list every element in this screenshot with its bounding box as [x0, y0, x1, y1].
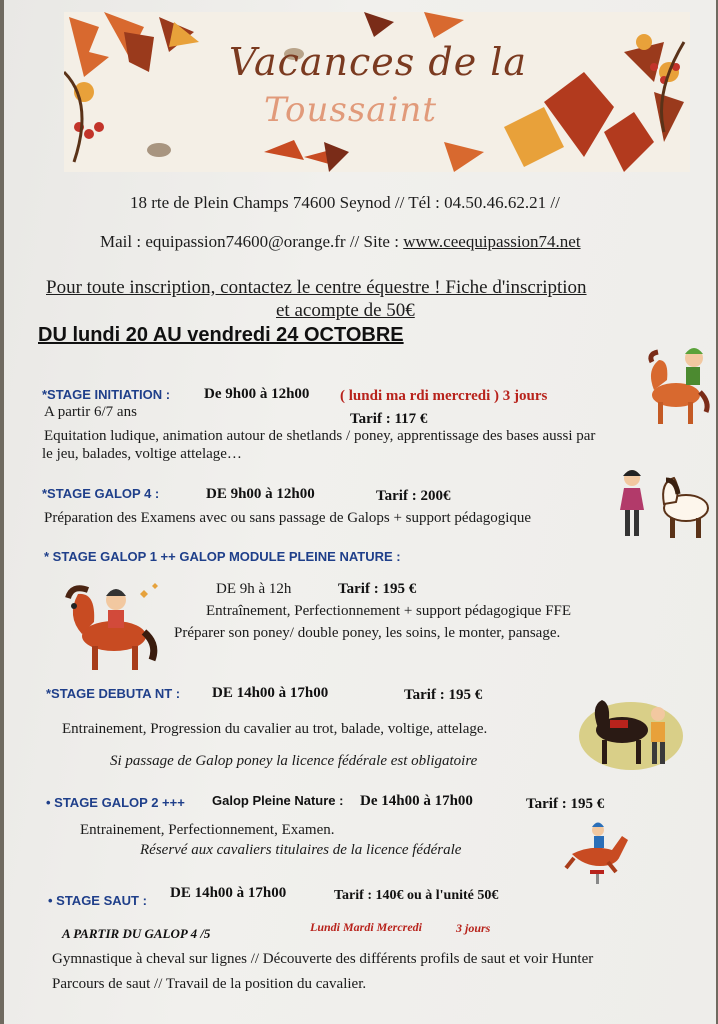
- stage-galop4-desc: Préparation des Examens avec ou sans passage de Galops + support pédagogique: [44, 510, 532, 526]
- stage-initiation-desc-2: le jeu, balades, voltige attelage…: [42, 446, 242, 462]
- title-line-1: Vacances de la: [229, 40, 528, 84]
- stage-galop4-hours: DE 9h00 à 12h00: [206, 486, 315, 502]
- stage-initiation-age: A partir 6/7 ans: [44, 404, 137, 420]
- mail-site-line: [100, 232, 581, 252]
- girl-with-pony-icon: [614, 466, 712, 544]
- title-line-2: Toussaint: [264, 90, 438, 130]
- stage-saut-level: A PARTIR DU GALOP 4 /5: [62, 926, 211, 941]
- date-range: DU lundi 20 AU vendredi 24 OCTOBRE: [38, 324, 404, 346]
- stage-debutant-desc: Entrainement, Progression du cavalier au trot, balade, voltige, attelage.: [62, 721, 488, 737]
- mail-text: Mail : equipassion74600@orange.fr // Site :: [100, 232, 404, 251]
- site-link[interactable]: www.ceequipassion74.net: [403, 232, 581, 251]
- stage-initiation-title: *STAGE INITIATION :: [42, 387, 171, 402]
- stage-galop2-title: • STAGE GALOP 2 +++: [46, 795, 185, 810]
- stage-galop2-subtitle: Galop Pleine Nature :: [212, 793, 344, 808]
- autumn-banner: [64, 12, 690, 172]
- stage-galop2-hours: De 14h00 à 17h00: [360, 793, 473, 809]
- stage-galop2-tarif: Tarif : 195 €: [526, 796, 605, 812]
- stage-initiation-desc-1: Equitation ludique, animation autour de shetlands / poney, apprentissage des bases aussi par: [44, 428, 596, 444]
- jumping-horse-icon: [564, 814, 630, 886]
- pony-rider-icon: [44, 580, 162, 676]
- stage-debutant-tarif: Tarif : 195 €: [404, 687, 483, 703]
- stage-debutant-title: *STAGE DEBUTA NT :: [46, 686, 181, 701]
- stage-debutant-note: Si passage de Galop poney la licence fédérale est obligatoire: [110, 753, 478, 769]
- stage-galop4-tarif: Tarif : 200€: [376, 488, 451, 504]
- stage-initiation-hours: De 9h00 à 12h00: [204, 386, 310, 402]
- stage-saut-tarif: Tarif : 140€ ou à l'unité 50€: [334, 888, 499, 903]
- stage-galop1-desc-1: Entraînement, Perfectionnement + support pédagogique FFE: [206, 603, 572, 619]
- stage-saut-days: Lundi Mardi Mercredi: [310, 920, 423, 934]
- address-line: 18 rte de Plein Champs 74600 Seynod // Tél : 04.50.46.62.21 //: [130, 193, 560, 212]
- stage-galop4-title: *STAGE GALOP 4 :: [42, 486, 160, 501]
- stage-saut-hours: DE 14h00 à 17h00: [170, 885, 287, 901]
- stage-saut-desc-1: Gymnastique à cheval sur lignes // Découverte des différents profils de saut et voir Hunter: [52, 951, 594, 967]
- stage-galop2-note: Réservé aux cavaliers titulaires de la licence fédérale: [140, 842, 462, 858]
- stage-saut-duration: 3 jours: [456, 921, 491, 935]
- contact-line-2: et acompte de 50€: [276, 300, 415, 321]
- stage-saut-desc-2: Parcours de saut // Travail de la position du cavalier.: [52, 976, 367, 992]
- stage-galop1-tarif: Tarif : 195 €: [338, 581, 417, 597]
- horse-grooming-icon: [578, 692, 684, 772]
- pony-rider-icon: [644, 340, 714, 430]
- stage-saut-title: • STAGE SAUT :: [48, 893, 147, 908]
- stage-galop1-title: * STAGE GALOP 1 ++ GALOP MODULE PLEINE NATURE :: [44, 549, 401, 564]
- stage-galop1-hours: DE 9h à 12h: [216, 581, 292, 597]
- stage-debutant-hours: DE 14h00 à 17h00: [212, 685, 329, 701]
- contact-line-1: Pour toute inscription, contactez le centre équestre ! Fiche d'inscription: [46, 277, 587, 298]
- stage-initiation-tarif: Tarif : 117 €: [350, 411, 428, 427]
- flyer-page: [4, 0, 716, 1024]
- stage-galop1-desc-2: Préparer son poney/ double poney, les soins, le monter, pansage.: [174, 625, 561, 641]
- stage-initiation-days: ( lundi ma rdi mercredi ) 3 jours: [340, 388, 548, 404]
- stage-galop2-desc: Entrainement, Perfectionnement, Examen.: [80, 822, 335, 838]
